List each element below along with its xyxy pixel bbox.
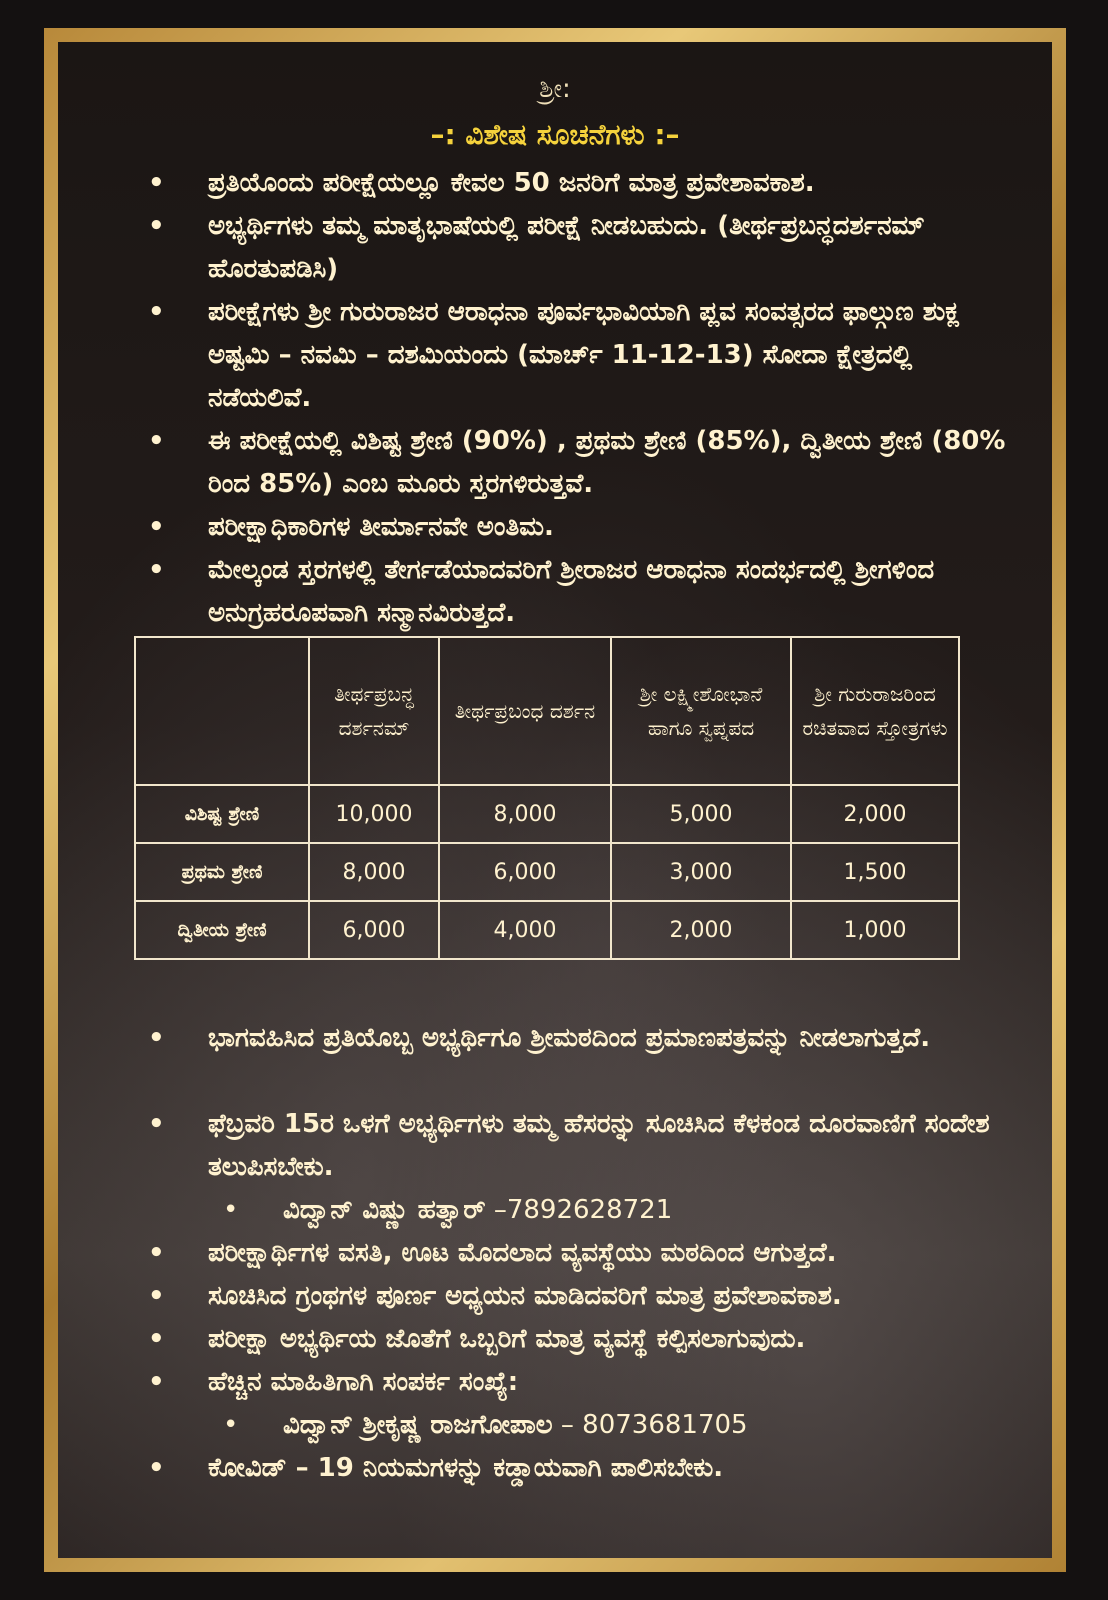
bullet-item: • ಫೆಬ್ರವರಿ 15ರ ಒಳಗೆ ಅಭ್ಯರ್ಥಿಗಳು ತಮ್ಮ ಹೆಸರನ್ನು ಸೂಚಿಸಿದ ಕೆಳಕಂಡ ದೂರವಾಣಿಗೆ ಸಂದೇಶ ತಲುಪಿಸಬೇಕು. <box>148 1103 1012 1189</box>
table-cell: 1,000 <box>791 901 959 959</box>
contact-name: ವಿದ್ವಾನ್ ವಿಷ್ಣು ಹತ್ವಾರ್ <box>283 1195 486 1225</box>
page-title: –: ವಿಶೇಷ ಸೂಚನೆಗಳು :– <box>430 118 680 151</box>
table-cell: 5,000 <box>611 785 791 843</box>
bullet-item: • ಪರೀಕ್ಷಾ ಅಭ್ಯರ್ಥಿಯ ಜೊತೆಗೆ ಒಬ್ಬರಿಗೆ ಮಾತ್ರ ವ್ಯವಸ್ಥೆ ಕಲ್ಪಿಸಲಾಗುವುದು. <box>148 1318 1012 1361</box>
bullet-item: • ಭಾಗವಹಿಸಿದ ಪ್ರತಿಯೊಬ್ಬ ಅಭ್ಯರ್ಥಿಗೂ ಶ್ರೀಮಠದಿಂದ ಪ್ರಮಾಣಪತ್ರವನ್ನು ನೀಡಲಾಗುತ್ತದೆ. <box>148 1017 1012 1060</box>
table-row-header: ಪ್ರಥಮ ಶ್ರೇಣಿ <box>135 843 309 901</box>
bullet-item: • ಅಭ್ಯರ್ಥಿಗಳು ತಮ್ಮ ಮಾತೃಭಾಷೆಯಲ್ಲಿ ಪರೀಕ್ಷೆ ನೀಡಬಹುದು. (ತೀರ್ಥಪ್ರಬನ್ಧದರ್ಶನಮ್ ಹೊರತುಪಡಿಸಿ) <box>148 205 1012 291</box>
table-cell: 8,000 <box>439 785 611 843</box>
contact-item <box>223 1189 1012 1232</box>
table-cell: 3,000 <box>611 843 791 901</box>
table-row <box>135 901 959 959</box>
table-cell: 6,000 <box>439 843 611 901</box>
bullet-item: • ಪರೀಕ್ಷಾಧಿಕಾರಿಗಳ ತೀರ್ಮಾನವೇ ಅಂತಿಮ. <box>148 506 1012 549</box>
table-row <box>135 843 959 901</box>
table-header-cell: ಶ್ರೀ ಲಕ್ಷ್ಮೀಶೋಭಾನೆ ಹಾಗೂ ಸ್ವಪ್ನಪದ <box>611 637 791 785</box>
table-header-row <box>135 637 959 785</box>
table-cell: 2,000 <box>611 901 791 959</box>
table-row <box>135 785 959 843</box>
table-row-header: ದ್ವಿತೀಯ ಶ್ರೇಣಿ <box>135 901 309 959</box>
table-header-cell: ತೀರ್ಥಪ್ರಬಂಧ ದರ್ಶನ <box>439 637 611 785</box>
table-row-header: ವಿಶಿಷ್ಟ ಶ್ರೇಣಿ <box>135 785 309 843</box>
table-cell: 6,000 <box>309 901 439 959</box>
bullet-item: • ಕೋವಿಡ್ – 19 ನಿಯಮಗಳನ್ನು ಕಡ್ಡಾಯವಾಗಿ ಪಾಲಿಸಬೇಕು. <box>148 1447 1012 1490</box>
contact-item <box>223 1404 1012 1447</box>
bullet-item: • ಸೂಚಿಸಿದ ಗ್ರಂಥಗಳ ಪೂರ್ಣ ಅಧ್ಯಯನ ಮಾಡಿದವರಿಗೆ ಮಾತ್ರ ಪ್ರವೇಶಾವಕಾಶ. <box>148 1275 1012 1318</box>
prize-table <box>134 636 960 960</box>
contact-name: ವಿದ್ವಾನ್ ಶ್ರೀಕೃಷ್ಣ ರಾಜಗೋಪಾಲ <box>283 1410 553 1440</box>
table-cell: 1,500 <box>791 843 959 901</box>
contact-phone: – 8073681705 <box>560 1410 748 1440</box>
shri-invocation: ಶ್ರೀ: <box>539 74 571 104</box>
bullet-item: • ಮೇಲ್ಕಂಡ ಸ್ತರಗಳಲ್ಲಿ ತೇರ್ಗಡೆಯಾದವರಿಗೆ ಶ್ರೀರಾಜರ ಆರಾಧನಾ ಸಂದರ್ಭದಲ್ಲಿ ಶ್ರೀಗಳಿಂದ ಅನುಗ್ರಹರೂಪವಾಗಿ ಸನ್ಮಾನವಿರುತ್ತದೆ. <box>148 549 1012 635</box>
bullet-item: • ಪರೀಕ್ಷಾರ್ಥಿಗಳ ವಸತಿ, ಊಟ ಮೊದಲಾದ ವ್ಯವಸ್ಥೆಯು ಮಠದಿಂದ ಆಗುತ್ತದೆ. <box>148 1232 1012 1275</box>
poster-background <box>58 42 1052 1558</box>
table-cell: 4,000 <box>439 901 611 959</box>
bullet-item: • ಹೆಚ್ಚಿನ ಮಾಹಿತಿಗಾಗಿ ಸಂಪರ್ಕ ಸಂಖ್ಯೆ: <box>148 1361 1012 1404</box>
poster-content <box>58 42 1052 1558</box>
table-header-cell <box>135 637 309 785</box>
table-header-cell: ತೀರ್ಥಪ್ರಬನ್ಧ ದರ್ಶನಮ್ <box>309 637 439 785</box>
bullet-item: • ಪ್ರತಿಯೊಂದು ಪರೀಕ್ಷೆಯಲ್ಲೂ ಕೇವಲ 50 ಜನರಿಗೆ ಮಾತ್ರ ಪ್ರವೇಶಾವಕಾಶ. <box>148 162 1012 205</box>
table-header-cell: ಶ್ರೀ ಗುರುರಾಜರಿಂದ ರಚಿತವಾದ ಸ್ತೋತ್ರಗಳು <box>791 637 959 785</box>
table-cell: 2,000 <box>791 785 959 843</box>
bullet-item: • ಈ ಪರೀಕ್ಷೆಯಲ್ಲಿ ವಿಶಿಷ್ಟ ಶ್ರೇಣಿ (90%) , ಪ್ರಥಮ ಶ್ರೇಣಿ (85%), ದ್ವಿತೀಯ ಶ್ರೇಣಿ (80% ರಿಂದ 85%) ಎಂಬ ಮೂರು ಸ್ತರಗಳಿರುತ್ತವೆ. <box>148 420 1012 506</box>
table-cell: 10,000 <box>309 785 439 843</box>
table-cell: 8,000 <box>309 843 439 901</box>
gold-frame <box>44 28 1066 1572</box>
contact-phone: –7892628721 <box>493 1195 673 1225</box>
bullet-item: • ಪರೀಕ್ಷೆಗಳು ಶ್ರೀ ಗುರುರಾಜರ ಆರಾಧನಾ ಪೂರ್ವಭಾವಿಯಾಗಿ ಪ್ಲವ ಸಂವತ್ಸರದ ಫಾಲ್ಗುಣ ಶುಕ್ಲ ಅಷ್ಟಮಿ – ನವಮಿ – ದಶಮಿಯಂದು (ಮಾರ್ಚ್ 11-12-13) ಸೋದಾ ಕ್ಷೇತ್ರದಲ್ಲಿ ನಡೆಯಲಿವೆ. <box>148 291 1012 420</box>
